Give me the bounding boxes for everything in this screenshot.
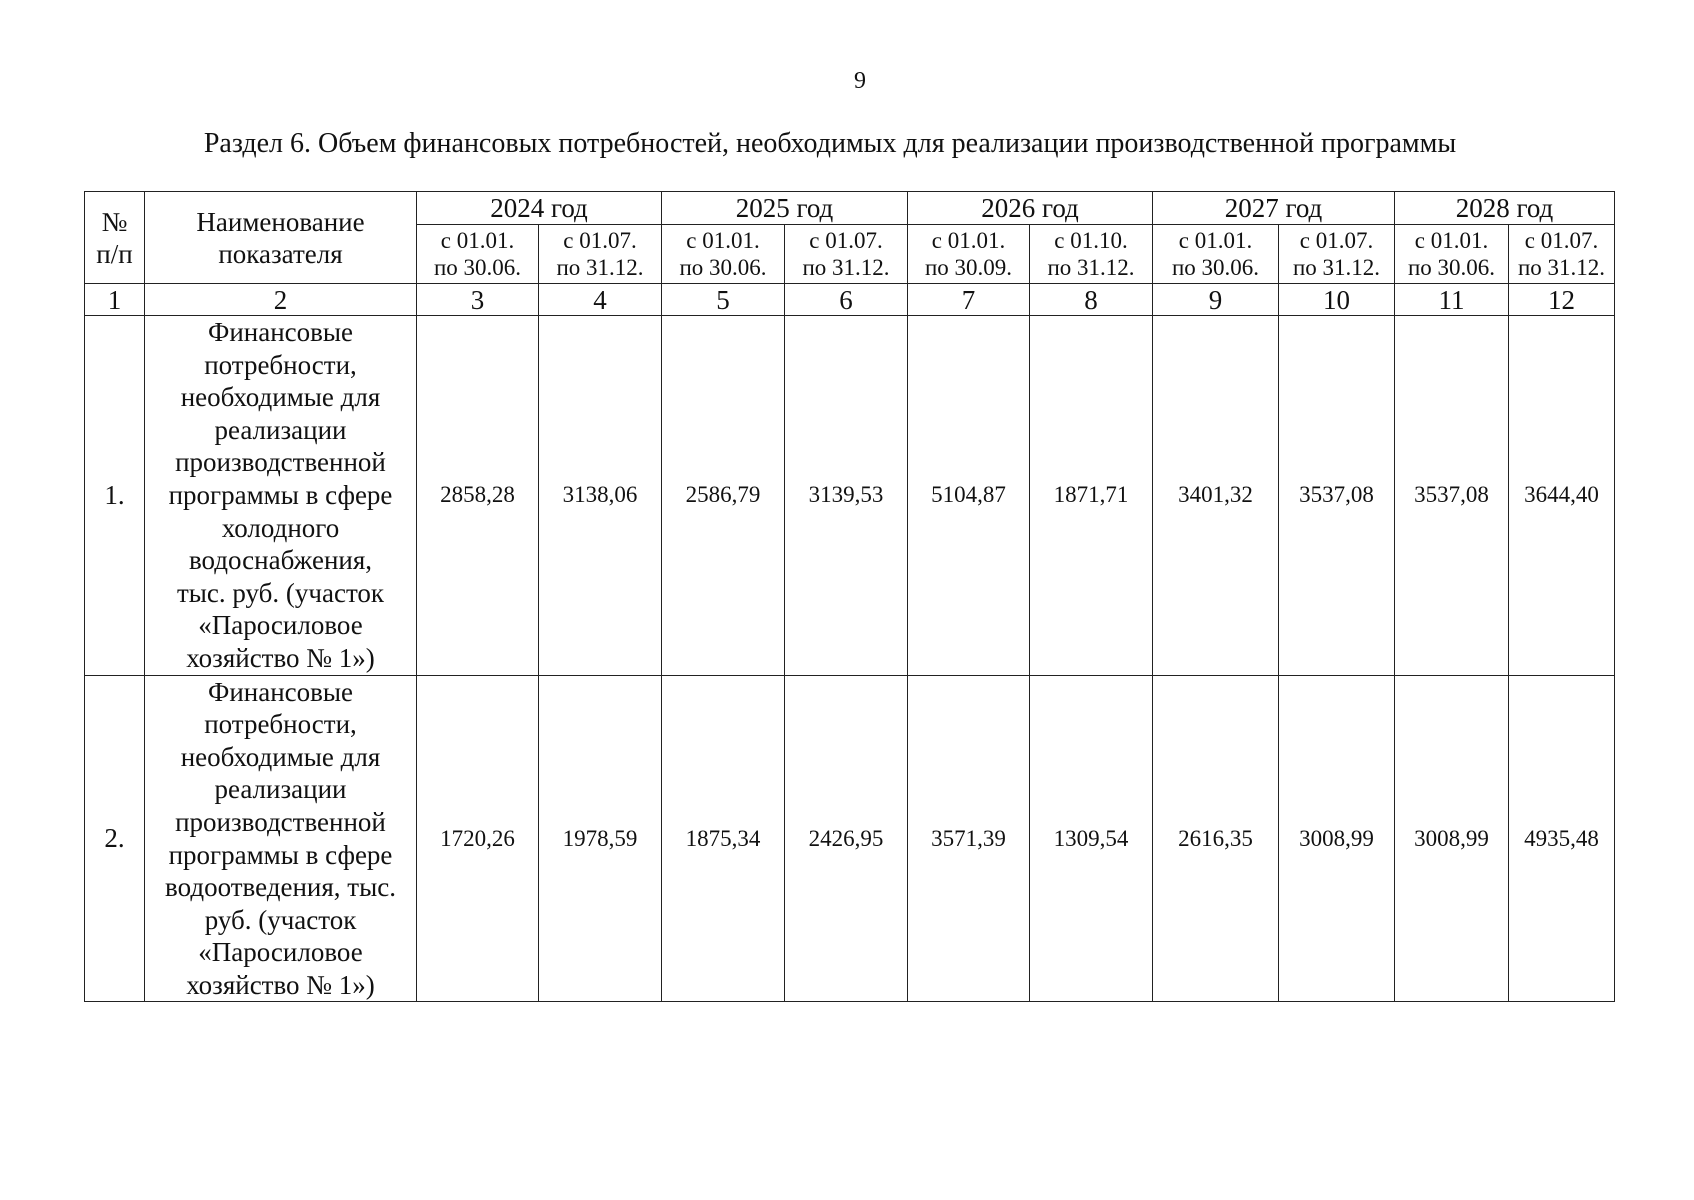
period-from: с 01.01. (931, 228, 1006, 253)
period-cell (539, 225, 662, 284)
financial-needs-table (84, 191, 1615, 1002)
year-2025: 2025 год (662, 192, 908, 225)
period-cell (1395, 225, 1509, 284)
column-number-row (85, 284, 1615, 316)
value-cell: 1875,34 (662, 675, 785, 1002)
period-to: по 30.06. (1171, 255, 1260, 280)
header-num-line: п/п (96, 238, 133, 269)
indicator-name-line: холодного (221, 512, 340, 543)
period-cell (785, 225, 908, 284)
header-num-line: № (101, 206, 128, 237)
indicator-name-line: программы в сфере (168, 839, 393, 870)
value-cell: 3401,32 (1153, 316, 1279, 676)
period-to: по 30.06. (1407, 255, 1496, 280)
value-cell: 3008,99 (1395, 675, 1509, 1002)
period-cell (908, 225, 1030, 284)
value-cell: 1720,26 (417, 675, 539, 1002)
period-to: по 30.06. (433, 255, 522, 280)
value-cell: 2586,79 (662, 316, 785, 676)
year-2026: 2026 год (908, 192, 1153, 225)
table-row (85, 316, 1615, 676)
column-number: 7 (908, 284, 1030, 316)
column-number: 11 (1395, 284, 1509, 316)
column-number: 9 (1153, 284, 1279, 316)
value-cell: 2426,95 (785, 675, 908, 1002)
column-number: 5 (662, 284, 785, 316)
period-from: с 01.01. (1414, 228, 1489, 253)
period-cell (1279, 225, 1395, 284)
indicator-name-line: хозяйство № 1») (186, 969, 375, 1000)
period-from: с 01.07. (809, 228, 883, 253)
year-2028: 2028 год (1395, 192, 1615, 225)
indicator-name-line: «Паросиловое (198, 610, 363, 641)
header-name (145, 192, 417, 284)
indicator-name-line: реализации (214, 774, 347, 805)
row-number: 1. (85, 316, 145, 676)
indicator-name-line: потребности, (204, 709, 357, 740)
column-number: 6 (785, 284, 908, 316)
indicator-name-line: хозяйство № 1») (186, 642, 375, 673)
period-cell (1153, 225, 1279, 284)
period-from: с 01.07. (1299, 228, 1374, 253)
column-number: 10 (1279, 284, 1395, 316)
period-to: по 30.06. (679, 255, 767, 280)
period-cell (1030, 225, 1153, 284)
section-title: Раздел 6. Объем финансовых потребностей, необходимых для реализации производственной программы (203, 128, 1457, 159)
year-2024: 2024 год (417, 192, 662, 225)
indicator-name-line: тыс. руб. (участок (176, 577, 385, 608)
indicator-name-line: Финансовые (207, 676, 354, 707)
period-to: по 31.12. (1047, 255, 1135, 280)
period-from: с 01.07. (563, 228, 637, 253)
value-cell: 3571,39 (908, 675, 1030, 1002)
column-number: 3 (417, 284, 539, 316)
period-cell (662, 225, 785, 284)
indicator-name-line: водоотведения, тыс. (165, 872, 396, 903)
year-2027: 2027 год (1153, 192, 1395, 225)
page-number: 9 (854, 68, 866, 94)
indicator-name-line: необходимые для (180, 741, 381, 772)
value-cell: 3139,53 (785, 316, 908, 676)
header-num (85, 192, 145, 284)
indicator-name-line: потребности, (204, 349, 357, 380)
column-number: 4 (539, 284, 662, 316)
value-cell: 1309,54 (1030, 675, 1153, 1002)
indicator-name-line: водоснабжения, (188, 545, 373, 576)
value-cell: 3644,40 (1509, 316, 1615, 676)
value-cell: 2616,35 (1153, 675, 1279, 1002)
value-cell: 3537,08 (1395, 316, 1509, 676)
value-cell: 3138,06 (539, 316, 662, 676)
period-from: с 01.07. (1524, 228, 1599, 253)
period-to: по 31.12. (802, 255, 890, 280)
value-cell: 3008,99 (1279, 675, 1395, 1002)
period-from: с 01.10. (1054, 228, 1128, 253)
period-from: с 01.01. (1178, 228, 1253, 253)
indicator-name-line: реализации (214, 414, 347, 445)
indicator-name-line: программы в сфере (168, 479, 393, 510)
indicator-name-line: производственной (175, 806, 386, 837)
value-cell: 1978,59 (539, 675, 662, 1002)
header-row-years (85, 192, 1615, 225)
header-name-line: Наименование (196, 206, 365, 237)
indicator-name (145, 316, 417, 676)
value-cell: 2858,28 (417, 316, 539, 676)
value-cell: 1871,71 (1030, 316, 1153, 676)
table-row (85, 675, 1615, 1002)
header-name-line: показателя (218, 238, 343, 269)
period-cell (417, 225, 539, 284)
period-to: по 31.12. (1517, 255, 1606, 280)
period-from: с 01.01. (440, 228, 515, 253)
period-to: по 31.12. (1292, 255, 1381, 280)
indicator-name-line: производственной (175, 447, 386, 478)
value-cell: 4935,48 (1509, 675, 1615, 1002)
period-from: с 01.01. (686, 228, 760, 253)
period-to: по 30.09. (924, 255, 1013, 280)
value-cell: 3537,08 (1279, 316, 1395, 676)
column-number: 8 (1030, 284, 1153, 316)
indicator-name-line: руб. (участок (204, 904, 357, 935)
indicator-name-line: необходимые для (180, 382, 381, 413)
indicator-name (145, 675, 417, 1002)
value-cell: 5104,87 (908, 316, 1030, 676)
row-number: 2. (85, 675, 145, 1002)
indicator-name-line: Финансовые (207, 317, 354, 347)
column-number: 2 (145, 284, 417, 316)
period-cell (1509, 225, 1615, 284)
column-number: 1 (85, 284, 145, 316)
column-number: 12 (1509, 284, 1615, 316)
indicator-name-line: «Паросиловое (198, 937, 363, 968)
period-to: по 31.12. (556, 255, 644, 280)
